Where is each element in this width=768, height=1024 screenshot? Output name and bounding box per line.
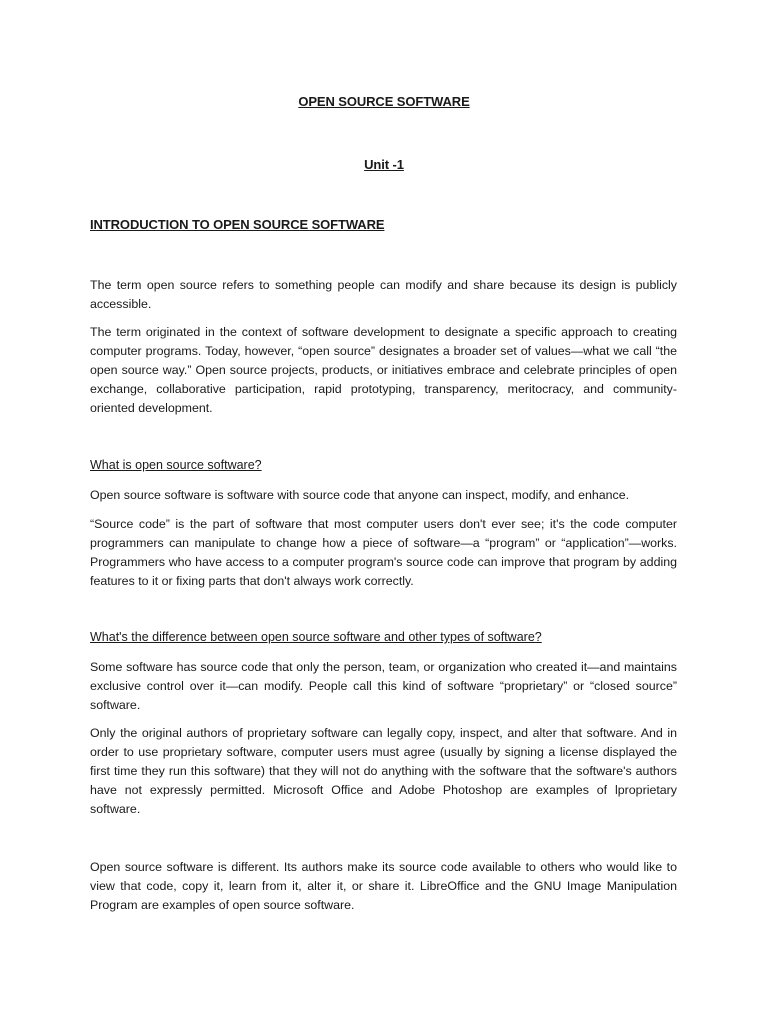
what-is-paragraph-2: “Source code” is the part of software that most computer users don't ever see; it's the code computer programmers can manipulate to change how a piece of software—a “program” or “application”—works. Programmers who have access to a computer program's source code can improve that program by adding features to it or fixing parts that don't always work correctly. <box>90 517 677 588</box>
intro-paragraph-2: The term originated in the context of software development to designate a specific approach to creating computer programs. Today, however, “open source” designates a broader set of values—what we call “the open source way.” Open source projects, products, or initiatives embrace and celebrate principles of open exchange, collaborative participation, rapid prototyping, transparency, meritocracy, and community-oriented development. <box>90 325 677 415</box>
difference-paragraph-3: Open source software is different. Its authors make its source code available to others who would like to view that code, copy it, learn from it, alter it, or share it. LibreOffice and the GNU Image Manipulation Program are examples of open source software. <box>90 860 677 912</box>
section-heading: INTRODUCTION TO OPEN SOURCE SOFTWARE <box>90 217 385 232</box>
what-is-paragraph-1: Open source software is software with source code that anyone can inspect, modify, and enhance. <box>90 488 630 502</box>
document-title: OPEN SOURCE SOFTWARE <box>298 94 470 109</box>
unit-heading: Unit -1 <box>364 157 404 172</box>
difference-paragraph-1: Some software has source code that only the person, team, or organization who created it—and maintains exclusive control over it—can modify. People call this kind of software “proprietary” or “closed source” software. <box>90 660 677 712</box>
difference-heading: What's the difference between open source software and other types of software? <box>90 630 542 644</box>
difference-paragraph-2: Only the original authors of proprietary software can legally copy, inspect, and alter that software. And in order to use proprietary software, computer users must agree (usually by signing a license displayed the first time they run this software) that they will not do anything with the software that the software's authors have not expressly permitted. Microsoft Office and Adobe Photoshop are examples of lproprietary software. <box>90 726 677 816</box>
what-is-heading: What is open source software? <box>90 458 262 472</box>
intro-paragraph-1: The term open source refers to something people can modify and share because its design is publicly accessible. <box>90 278 677 311</box>
